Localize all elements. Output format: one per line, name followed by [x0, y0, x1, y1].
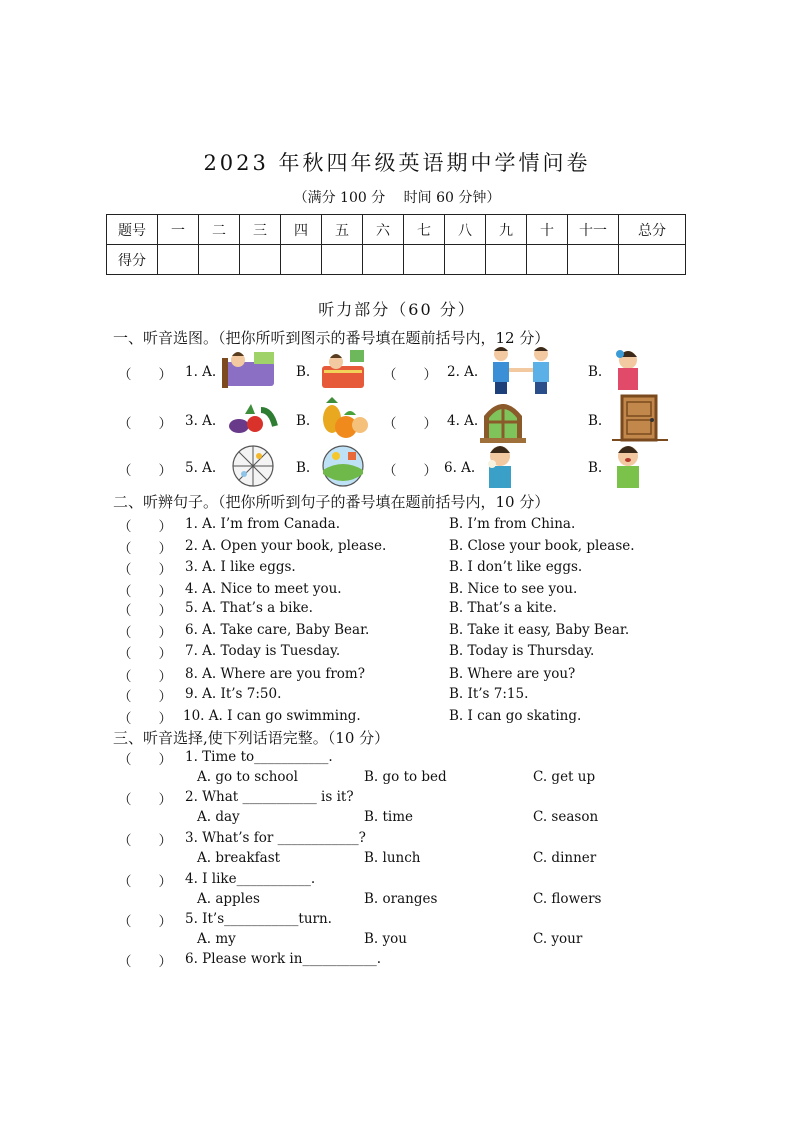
sleeping-in-bed-picture	[218, 348, 280, 392]
question-label: 1. A.	[185, 364, 217, 380]
sentence-option-a: 6. A. Take care, Baby Bear.	[185, 622, 370, 638]
answer-bracket[interactable]: （ ）	[118, 833, 172, 849]
seasons-wheel-picture	[316, 444, 370, 488]
completion-question: 5. It’s___________turn.	[185, 911, 332, 927]
door-picture	[612, 394, 668, 444]
answer-bracket[interactable]: （ ）	[118, 669, 172, 685]
choice-b: B. lunch	[364, 850, 421, 866]
girl-greeting-picture	[610, 348, 646, 392]
option-label: B.	[296, 460, 311, 476]
boy-speaking-picture	[610, 442, 646, 488]
weather-wheel-picture	[226, 444, 280, 488]
choice-a: A. go to school	[197, 769, 298, 785]
score-header-cell: 五	[322, 215, 363, 245]
answer-bracket[interactable]: （ ）	[118, 416, 172, 432]
completion-question: 4. I like___________.	[185, 871, 316, 887]
answer-bracket[interactable]: （ ）	[118, 689, 172, 705]
window-picture	[480, 396, 526, 444]
choice-c: C. flowers	[533, 891, 602, 907]
score-cell[interactable]	[158, 245, 199, 275]
boy-eating-picture	[480, 442, 520, 488]
option-label: B.	[588, 413, 603, 429]
answer-bracket[interactable]: （ ）	[118, 541, 172, 557]
choice-b: B. you	[364, 931, 407, 947]
answer-bracket[interactable]: （ ）	[118, 954, 172, 970]
question-label: 4. A.	[447, 413, 479, 429]
sentence-option-a: 8. A. Where are you from?	[185, 666, 365, 682]
sentence-option-b: B. I’m from China.	[449, 516, 576, 532]
page-title: 2023 年秋四年级英语期中学情问卷	[203, 151, 591, 175]
sentence-option-b: B. Where are you?	[449, 666, 576, 682]
answer-bracket[interactable]: （ ）	[383, 463, 437, 479]
fruits-picture	[318, 397, 370, 441]
score-cell[interactable]	[404, 245, 445, 275]
score-cell[interactable]	[363, 245, 404, 275]
score-cell[interactable]	[322, 245, 363, 275]
score-header-cell: 十	[527, 215, 568, 245]
sentence-option-b: B. Today is Thursday.	[449, 643, 595, 659]
section1-heading: 一、听音选图。（把你所听到图示的番号填在题前括号内，12 分）	[113, 329, 550, 347]
answer-bracket[interactable]: （ ）	[118, 646, 172, 662]
sentence-option-b: B. Close your book, please.	[449, 538, 635, 554]
choice-a: A. day	[197, 809, 240, 825]
vegetables-picture	[225, 400, 280, 438]
answer-bracket[interactable]: （ ）	[118, 367, 172, 383]
choice-b: B. oranges	[364, 891, 438, 907]
sentence-option-a: 1. A. I’m from Canada.	[185, 516, 340, 532]
sentence-option-b: B. Take it easy, Baby Bear.	[449, 622, 630, 638]
option-label: B.	[588, 460, 603, 476]
score-header-cell: 题号	[107, 215, 158, 245]
choice-c: C. get up	[533, 769, 596, 785]
answer-bracket[interactable]: （ ）	[118, 792, 172, 808]
score-table-score-row	[107, 245, 686, 275]
choice-a: A. my	[197, 931, 236, 947]
answer-bracket[interactable]: （ ）	[118, 914, 172, 930]
answer-bracket[interactable]: （ ）	[383, 367, 437, 383]
score-header-cell: 九	[486, 215, 527, 245]
sentence-option-a: 7. A. Today is Tuesday.	[185, 643, 341, 659]
score-cell[interactable]	[199, 245, 240, 275]
answer-bracket[interactable]: （ ）	[118, 625, 172, 641]
score-header-cell: 一	[158, 215, 199, 245]
score-table	[106, 214, 686, 275]
score-cell[interactable]	[527, 245, 568, 275]
answer-bracket[interactable]: （ ）	[118, 562, 172, 578]
score-header-cell: 二	[199, 215, 240, 245]
answer-bracket[interactable]: （ ）	[118, 874, 172, 890]
score-header-cell: 十一	[568, 215, 619, 245]
answer-bracket[interactable]: （ ）	[118, 711, 172, 727]
choice-c: C. season	[533, 809, 599, 825]
answer-bracket[interactable]: （ ）	[118, 463, 172, 479]
answer-bracket[interactable]: （ ）	[118, 584, 172, 600]
score-cell[interactable]	[445, 245, 486, 275]
score-header-cell: 四	[281, 215, 322, 245]
score-header-cell: 总分	[619, 215, 686, 245]
question-label: 6. A.	[444, 460, 476, 476]
score-header-cell: 三	[240, 215, 281, 245]
sentence-option-a: 5. A. That’s a bike.	[185, 600, 313, 616]
sentence-option-b: B. I can go skating.	[449, 708, 582, 724]
question-label: 5. A.	[185, 460, 217, 476]
question-label: 3. A.	[185, 413, 217, 429]
sentence-option-a: 3. A. I like eggs.	[185, 559, 296, 575]
score-row-label: 得分	[107, 245, 158, 275]
score-cell[interactable]	[568, 245, 619, 275]
score-header-cell: 六	[363, 215, 404, 245]
choice-b: B. time	[364, 809, 414, 825]
answer-bracket[interactable]: （ ）	[118, 603, 172, 619]
sentence-option-b: B. I don’t like eggs.	[449, 559, 583, 575]
choice-a: A. breakfast	[197, 850, 281, 866]
score-cell[interactable]	[240, 245, 281, 275]
sentence-option-b: B. That’s a kite.	[449, 600, 557, 616]
score-table-header-row	[107, 215, 686, 245]
completion-question: 3. What’s for ____________?	[185, 830, 366, 846]
score-header-cell: 七	[404, 215, 445, 245]
option-label: B.	[296, 413, 311, 429]
section3-heading: 三、听音选择,使下列话语完整。（10 分）	[113, 729, 390, 747]
section2-heading: 二、听辨句子。（把你所听到句子的番号填在题前括号内，10 分）	[113, 493, 550, 511]
sentence-option-b: B. It’s 7:15.	[449, 686, 529, 702]
sentence-option-a: 4. A. Nice to meet you.	[185, 581, 342, 597]
sick-in-bed-picture	[318, 348, 368, 392]
option-label: B.	[588, 364, 603, 380]
score-cell[interactable]	[281, 245, 322, 275]
answer-bracket[interactable]: （ ）	[118, 752, 172, 768]
choice-b: B. go to bed	[364, 769, 447, 785]
option-label: B.	[296, 364, 311, 380]
score-cell[interactable]	[486, 245, 527, 275]
score-header-cell: 八	[445, 215, 486, 245]
score-cell[interactable]	[619, 245, 686, 275]
choice-a: A. apples	[197, 891, 260, 907]
choice-c: C. dinner	[533, 850, 597, 866]
page-subtitle: （满分 100 分 时间 60 分钟）	[293, 190, 501, 206]
answer-bracket[interactable]: （ ）	[383, 416, 437, 432]
sentence-option-a: 10. A. I can go swimming.	[183, 708, 361, 724]
question-label: 2. A.	[447, 364, 479, 380]
listening-part-heading: 听力部分（60 分）	[318, 300, 476, 319]
shaking-hands-picture	[487, 346, 557, 394]
sentence-option-b: B. Nice to see you.	[449, 581, 578, 597]
sentence-option-a: 9. A. It’s 7:50.	[185, 686, 282, 702]
completion-question: 1. Time to___________.	[185, 749, 333, 765]
completion-question: 6. Please work in___________.	[185, 951, 381, 967]
completion-question: 2. What ___________ is it?	[185, 789, 354, 805]
sentence-option-a: 2. A. Open your book, please.	[185, 538, 387, 554]
answer-bracket[interactable]: （ ）	[118, 519, 172, 535]
choice-c: C. your	[533, 931, 583, 947]
